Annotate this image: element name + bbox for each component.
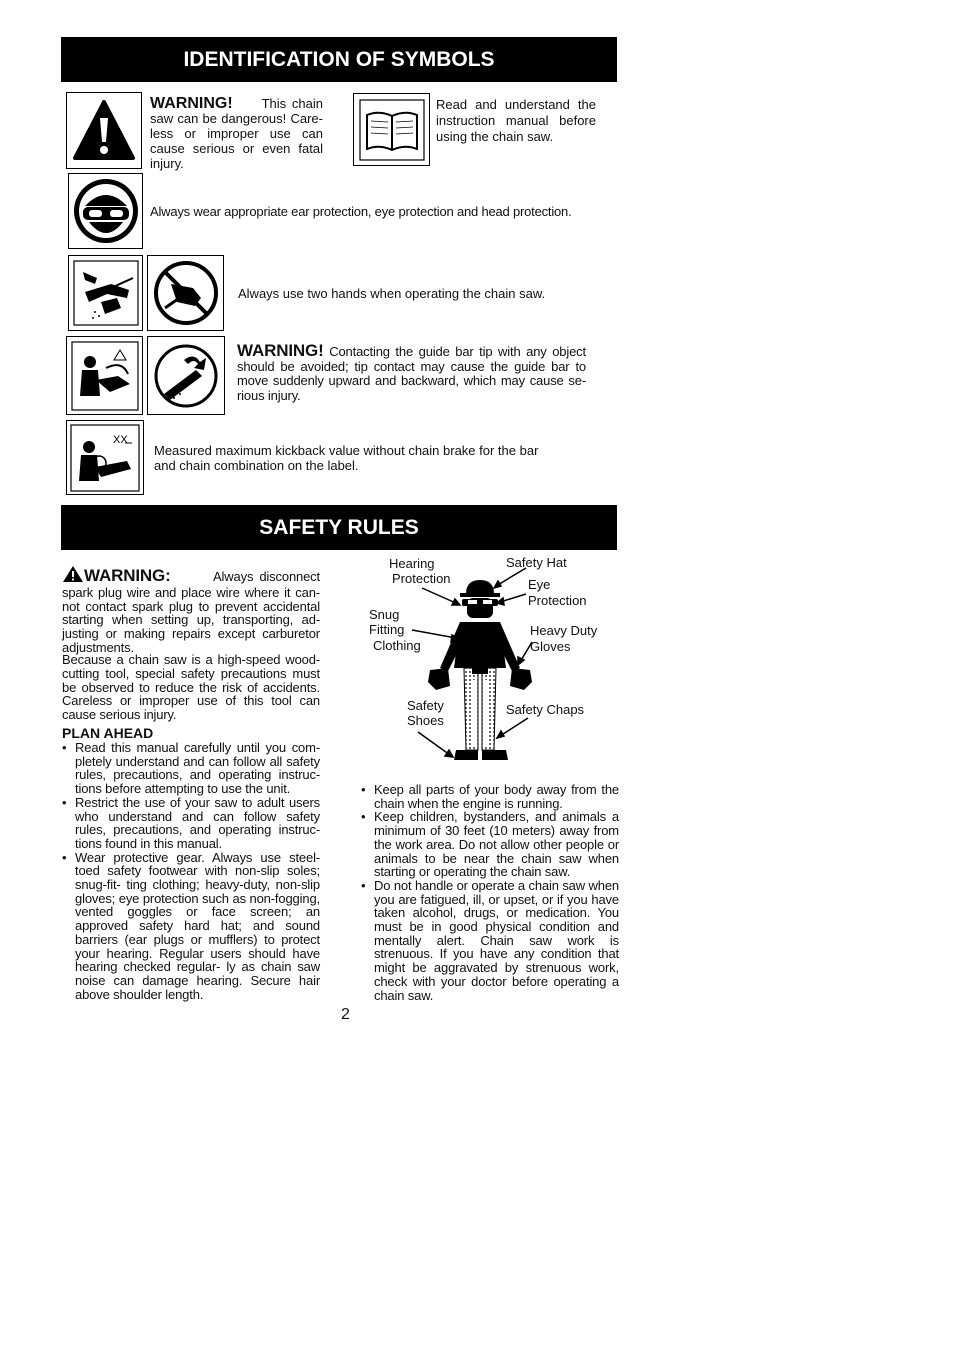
symbols-section-title: IDENTIFICATION OF SYMBOLS (61, 37, 617, 82)
figure-hat (466, 580, 494, 594)
label-eye-2: Protection (528, 593, 587, 608)
list-item: • Keep all parts of your body away from the chain when the engine is running. (361, 783, 619, 810)
label-safety-hat: Safety Hat (506, 555, 567, 570)
kickback-warning-text (237, 341, 586, 403)
list-item: • Wear protective gear. Always use steel-toed safety footwear with non-slip soles; snug-fit- ting clothing; heavy-duty, non-slip gloves; eye protection such as non-fogging, vented goggles or face screen; an approved safety hard hat; and sound barriers (ear plugs or mufflers) to protect your hearing. Regular users should have hearing checked regular- ly as chain saw noise can damage hearing. Secure hair above shoulder length. (62, 851, 320, 1002)
label-hearing-2: Protection (392, 571, 451, 586)
safety-section-title: SAFETY RULES (61, 505, 617, 550)
bar-tip-contact-icon (147, 336, 225, 415)
label-snug: Snug (369, 607, 400, 622)
warning-small-icon (62, 565, 84, 586)
list-item: • Restrict the use of your saw to adult users who understand and can follow safety rules, precautions, and operating instruc- tions found in this manual. (62, 796, 320, 851)
safety-warning-heading: WARNING: (84, 566, 171, 585)
label-gloves-2: Gloves (530, 639, 571, 654)
warning-triangle-icon (66, 92, 142, 169)
two-hands-icon (68, 255, 143, 331)
kickback-value-text: Measured maximum kickback value without chain brake for the bar and chain combination on the label. (154, 443, 539, 473)
label-hearing: Hearing (389, 556, 435, 571)
manual-book-icon (353, 93, 430, 166)
warning-danger-body: This chain saw can be dangerous! Care- less or improper use can cause serious or even fatal injury. (150, 96, 323, 171)
list-item: • Read this manual carefully until you com- pletely understand and can follow all safety rules, precautions, and operating instruc- tions before attempting to use the unit. (62, 741, 320, 796)
kickback-value-label: XX (113, 433, 128, 446)
head-protection-icon (68, 173, 143, 249)
label-shoes: Safety (407, 698, 444, 713)
no-one-hand-icon (147, 255, 224, 331)
safety-intro-text: Because a chain saw is a high-speed wood- cutting tool, special safety precautions must be observed to reduce the risk of accidents. Careless or improper use of this tool can cause serious injury. (62, 652, 320, 723)
safety-warning-text (62, 565, 320, 655)
label-snug-2: Fitting (369, 622, 405, 637)
list-item: • Do not handle or operate a chain saw when you are fatigued, ill, or upset, or if you have taken alcohol, drugs, or medication. You must be in good physical condition and mentally alert. Chain saw work is strenuous. If you have any condition that might be aggravated by strenuous work, check with your doctor before operating a chain saw. (361, 879, 619, 1002)
manual-text: Read and understand the instruction manual before using the chain saw. (436, 97, 596, 144)
page-number: 2 (341, 1006, 350, 1023)
figure-glove-left (428, 668, 450, 690)
plan-ahead-list (62, 741, 320, 1001)
safety-rules-list (361, 783, 619, 1002)
kickback-warning-icon (66, 336, 143, 415)
figure-chaps (464, 668, 478, 750)
head-protection-text: Always wear appropriate ear protection, eye protection and head protection. (150, 204, 572, 219)
label-eye: Eye (528, 577, 551, 592)
label-snug-3: Clothing (373, 638, 421, 653)
list-item: • Keep children, bystanders, and animals a minimum of 30 feet (10 meters) away from the work area. Do not allow other people or animals to be near the chain saw when starting or operating the chain saw. (361, 810, 619, 879)
kickback-value-icon (66, 420, 144, 495)
figure-shoes (454, 750, 478, 760)
warning-heading: WARNING! (150, 95, 233, 112)
two-hands-text: Always use two hands when operating the chain saw. (238, 286, 546, 301)
label-safety-chaps: Safety Chaps (506, 702, 585, 717)
kickback-warning-body: Contacting the guide bar tip with any object should be avoided; tip contact may cause the guide bar to move suddenly upward and backward, which may cause se- rious injury. (237, 344, 586, 403)
label-shoes-2: Shoes (407, 713, 444, 728)
safety-warning-body: Always disconnect spark plug wire and place wire where it can- not contact spark plug to prevent accidental starting when setting up, transporting, ad- justing or making repairs except carburetor adjustments. (62, 569, 320, 655)
kickback-warning-heading: WARNING! (237, 341, 324, 360)
label-gloves: Heavy Duty (530, 623, 598, 638)
plan-ahead-heading: PLAN AHEAD (62, 725, 154, 741)
warning-danger-text (150, 96, 323, 171)
figure-glove-right (510, 668, 532, 690)
